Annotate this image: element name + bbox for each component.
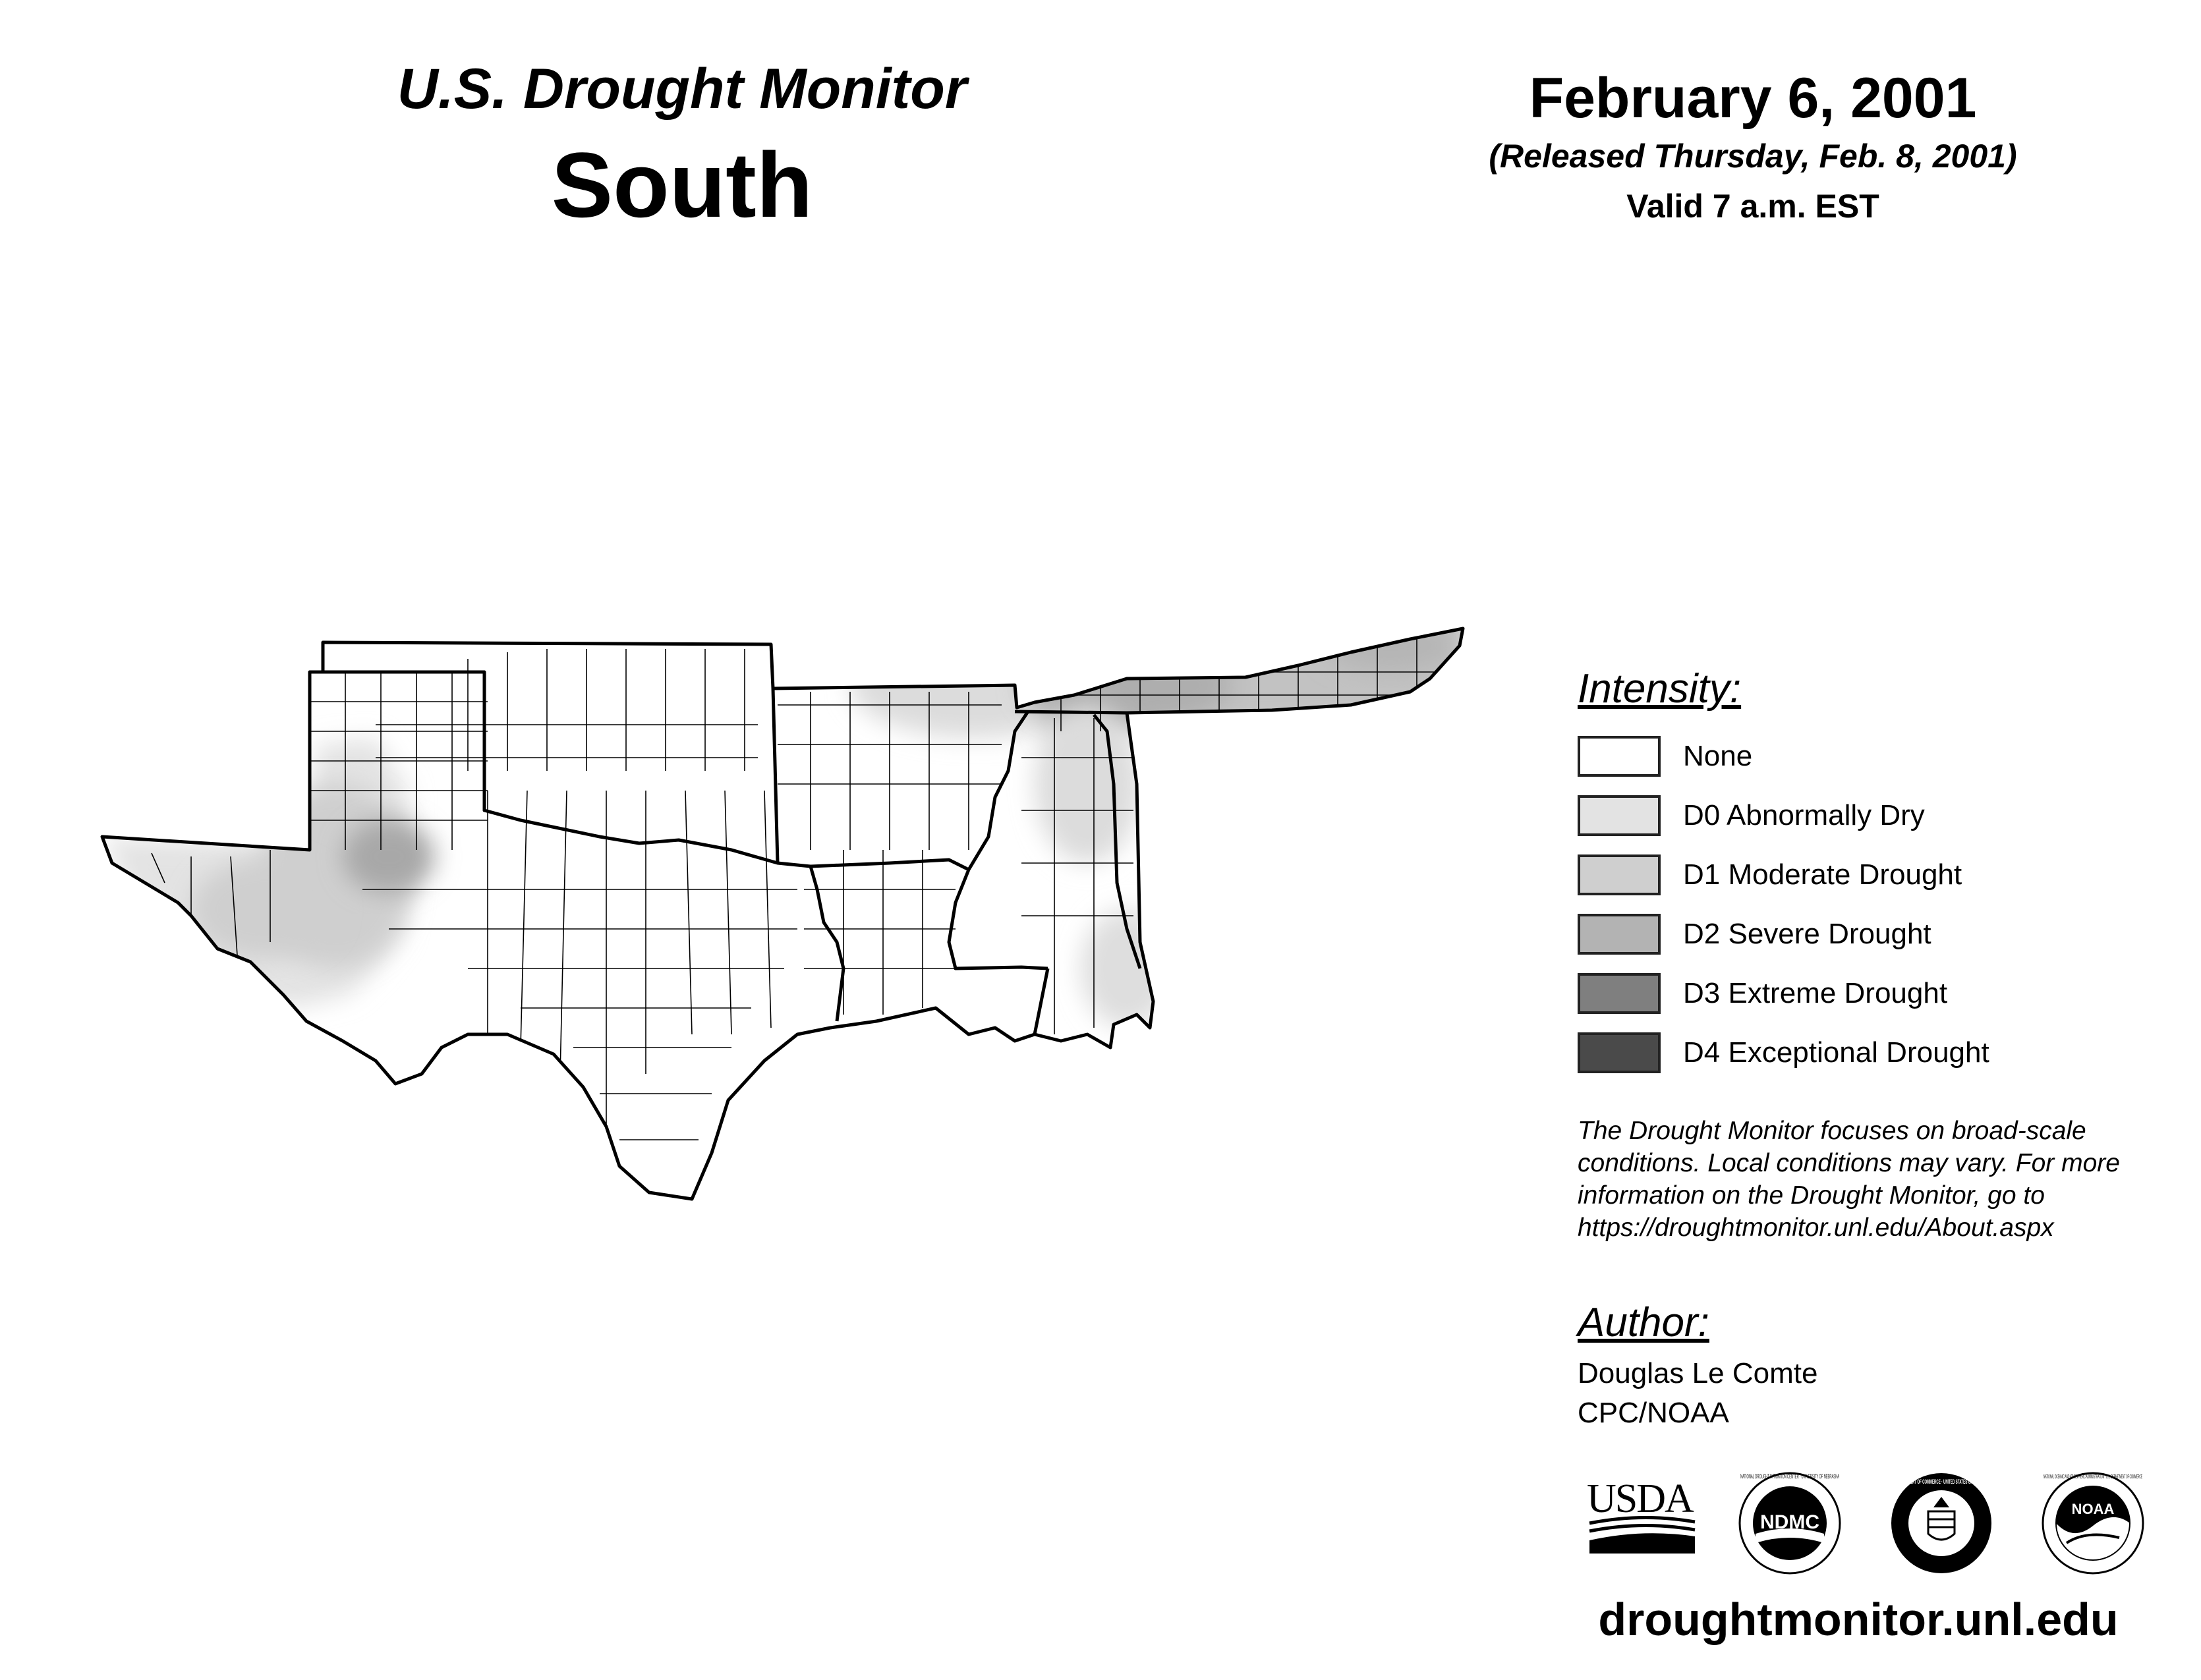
note-line: The Drought Monitor focuses on broad-scale: [1578, 1117, 2086, 1145]
legend-swatch: [1578, 1032, 1661, 1073]
commerce-ring-text: DEPARTMENT OF COMMERCE · UNITED STATES OF AMERICA: [1895, 1478, 1988, 1485]
legend-item: [1578, 795, 1925, 837]
legend-label: None: [1683, 740, 1753, 772]
valid-time: Valid 7 a.m. EST: [1626, 188, 1879, 225]
legend-swatch: [1578, 736, 1661, 777]
d2-west-texas: [343, 820, 435, 893]
legend-item: [1578, 1032, 1989, 1074]
usda-hills-icon: [1589, 1517, 1695, 1554]
product-title: U.S. Drought Monitor: [397, 57, 967, 121]
legend-item: [1578, 854, 1962, 896]
note-line: information on the Drought Monitor, go to: [1578, 1181, 2045, 1210]
author-heading: Author:: [1578, 1300, 1709, 1345]
author-org: CPC/NOAA: [1578, 1397, 1729, 1429]
noaa-ring-text: NATIONAL OCEANIC AND ATMOSPHERIC ADMINISTRATION · U.S. DEPARTMENT OF COMMERCE: [2044, 1474, 2142, 1480]
legend-swatch: [1578, 795, 1661, 836]
legend-swatch: [1578, 914, 1661, 955]
d0-south-texas: [514, 1225, 712, 1370]
legend-swatch: [1578, 973, 1661, 1014]
drought-map: [99, 573, 1483, 1403]
noaa-text: NOAA: [2071, 1501, 2115, 1517]
noaa-logo: [2040, 1470, 2146, 1576]
legend-heading: Intensity:: [1578, 666, 1742, 712]
legend-label: D3 Extreme Drought: [1683, 977, 1948, 1009]
ndmc-text: NDMC: [1760, 1511, 1819, 1533]
note-line: conditions. Local conditions may vary. For more: [1578, 1149, 2120, 1177]
author-name: Douglas Le Comte: [1578, 1357, 1818, 1389]
legend-swatch: [1578, 854, 1661, 895]
legend-label: D0 Abnormally Dry: [1683, 799, 1925, 831]
legend-label: D2 Severe Drought: [1683, 918, 1931, 950]
disclaimer-note: [1578, 1115, 2171, 1244]
note-url[interactable]: https://droughtmonitor.unl.edu/About.aspx: [1578, 1214, 2054, 1242]
map-date: February 6, 2001: [1529, 67, 1977, 130]
commerce-seal-logo: [1889, 1470, 1994, 1576]
d0-mississippi: [1035, 705, 1140, 863]
legend-item: [1578, 735, 1752, 777]
usda-logo: [1587, 1476, 1699, 1555]
legend-label: D1 Moderate Drought: [1683, 858, 1962, 891]
region-title: South: [551, 133, 813, 237]
legend-item: [1578, 972, 1947, 1015]
legend-label: D4 Exceptional Drought: [1683, 1036, 1989, 1069]
release-date: (Released Thursday, Feb. 8, 2001): [1489, 138, 2017, 175]
usda-wordmark: USDA: [1587, 1476, 1693, 1521]
ndmc-ring-text: NATIONAL DROUGHT MITIGATION CENTER · UNIVERSITY OF NEBRASKA: [1740, 1473, 1839, 1480]
footer-url[interactable]: droughtmonitor.unl.edu: [1598, 1594, 2119, 1645]
legend-item: [1578, 913, 1931, 955]
ndmc-logo: [1737, 1470, 1843, 1576]
